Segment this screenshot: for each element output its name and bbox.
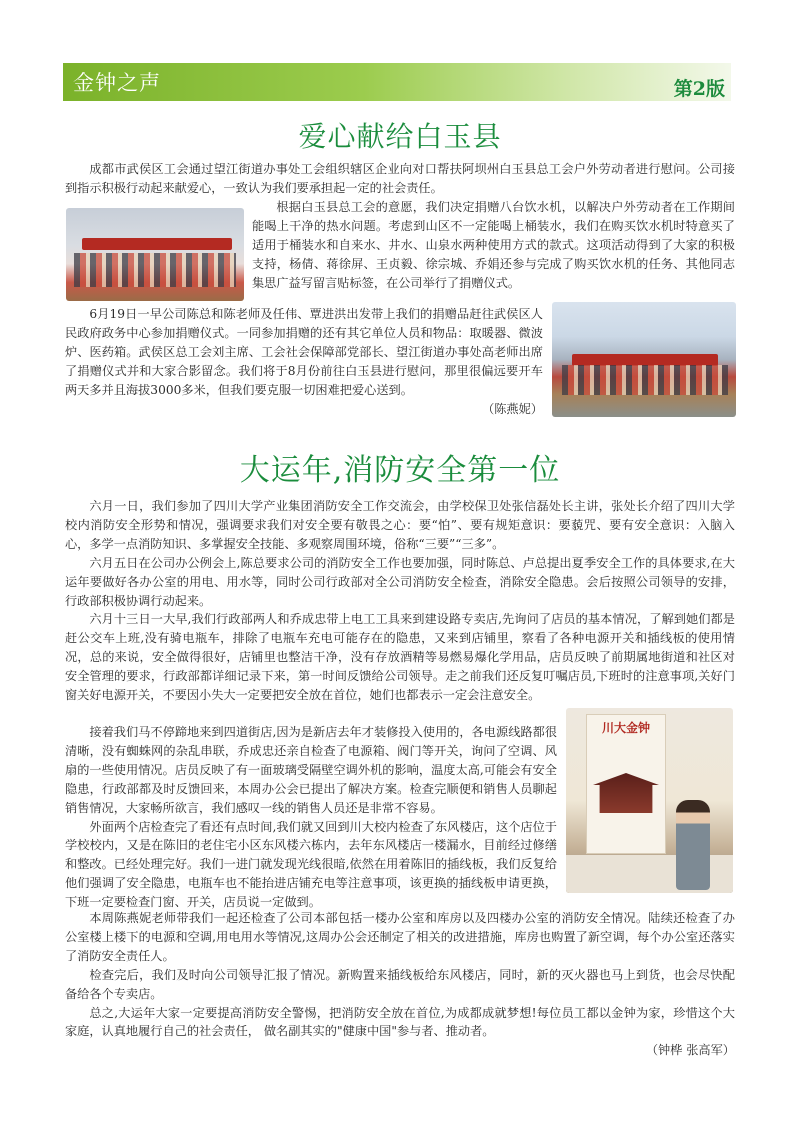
byline: （钟桦 张高军）	[645, 1043, 735, 1058]
byline: （陈燕妮）	[482, 401, 543, 416]
store-poster	[586, 714, 666, 854]
article1-headline: 爱心献给白玉县	[298, 120, 502, 153]
article2-headline: 大运年,消防安全第一位	[239, 453, 561, 488]
article2-body	[65, 497, 735, 705]
staff-figure	[676, 800, 710, 890]
paragraph: 6月19日一早公司陈总和陈老师及任伟、覃进洪出发带上我们的捐赠品赶往武侯区人民政府政务中心参加捐赠仪式。一同参加捐赠的还有其它单位人员和物品：取暖器、微波炉、医药箱。武侯区总工会刘主席、工会社会保障部党部长、望江街道办事处高老师出席了捐赠仪式并和大家合影留念。我们将于8月份前往白玉县进行慰问，那里很偏远要开车两天多并且海拔3000多米，但我们要克服一切困难把爱心送到。	[65, 307, 543, 397]
newsletter-title: 金钟之声	[73, 71, 161, 95]
gate-shape	[593, 773, 659, 813]
article1-body-wrap2	[65, 305, 543, 418]
article1-body	[65, 160, 735, 198]
poster-brand-text: 川大金钟	[601, 721, 650, 735]
article2-body-wrap	[65, 723, 557, 912]
people-shape	[74, 253, 236, 287]
header-bar	[63, 63, 731, 101]
people-shape	[562, 365, 728, 395]
paragraph: 根据白玉县总工会的意愿，我们决定捐赠八台饮水机，以解决户外劳动者在工作期间能喝上干净的热水问题。考虑到山区不一定能喝上桶装水，我们在购买饮水机时特意买了适用于桶装水和自来水、井水、山泉水两种使用方式的款式。这项活动得到了大家的积极支持，杨倩、蒋徐屏、王贞毅、徐宗城、乔娟还参与完成了购买饮水机的任务、其他同志集思广益写留言贴标签，在公司举行了捐赠仪式。	[252, 200, 735, 290]
article2-body-end	[65, 909, 735, 1060]
paragraph: 外面两个店检查完了看还有点时间,我们就又回到川大校内检查了东风楼店，这个店位于学校校内，又是在陈旧的老住宅小区东风楼六栋内，去年东风楼店一楼漏水，目前经过修缮和整改。已经处理完好。我们一进门就发现光线很暗,依然在用着陈旧的插线板，我们反复给他们强调了安全隐患，电瓶车也不能抬进店铺充电等注意事项，该更换的插线板申请更换，下班一定要检查门窗、开关，店员说一定做到。	[65, 819, 557, 910]
paragraph: 本周陈燕妮老师带我们一起还检查了公司本部包括一楼办公室和库房以及四楼办公室的消防安全情况。陆续还检查了办公室楼上楼下的电源和空调,用电用水等情况,这周办公会还制定了相关的改进措施，库房也购置了新空调，每个办公室还落实了消防安全责任人。	[65, 911, 735, 963]
article1-body-wrap	[252, 198, 735, 293]
edition-label: 第2版	[673, 78, 725, 100]
paragraph: 六月五日在公司办公例会上,陈总要求公司的消防安全工作也要加强，同时陈总、卢总提出夏季安全工作的具体要求,在大运年要做好各办公室的用电、用水等，同时公司行政部对全公司消防安全检查，消除安全隐患。会后按照公司领导的安排，行政部积极协调行动起来。	[65, 555, 735, 608]
paragraph: 成都市武侯区工会通过望江街道办事处工会组织辖区企业向对口帮扶阿坝州白玉县总工会户外劳动者进行慰问。公司接到指示积极行动起来献爱心，一致认为我们要承担起一定的社会责任。	[65, 162, 735, 195]
paragraph: 检查完后，我们及时向公司领导汇报了情况。新购置来插线板给东风楼店，同时，新的灭火器也马上到货，也会尽快配备给各个专卖店。	[65, 967, 735, 1001]
paragraph: 六月一日，我们参加了四川大学产业集团消防安全工作交流会，由学校保卫处张信磊处长主讲，张处长介绍了四川大学校内消防安全形势和情况，强调要求我们对安全要有敬畏之心：要“怕”、要有规矩意识：要藐咒、要有安全意识：入脑入心，多学一点消防知识、多掌握安全技能、多观察周围环境，俗称“三要”“三多”。	[65, 499, 735, 551]
banner-shape	[82, 238, 232, 250]
paragraph: 六月十三日一大早,我们行政部两人和乔成忠带上电工工具来到建设路专卖店,先询问了店员的基本情况，了解到她们都是赶公交车上班,没有骑电瓶车，排除了电瓶车充电可能存在的隐患，又来到店铺里，察看了各种电源开关和插线板的使用情况，总的来说，安全做得很好，店铺里也整洁干净，没有存放酒精等易燃易爆化学用品，店员反映了前期属地街道和社区对安全管理的要求，行政部都详细记录下来，第一时间反馈给公司领导。走之前我们还反复叮嘱店员,下班时的注意事项,关好门窗关好电源开关，不要因小失大一定要把安全放在首位，她们也都表示一定会注意安全。	[65, 612, 735, 703]
store-inspection-photo	[566, 708, 733, 893]
paragraph: 接着我们马不停蹄地来到四道街店,因为是新店去年才装修投入使用的，各电源线路都很清晰，没有蜘蛛网的杂乱串联，乔成忠还亲自检查了电源箱、阀门等开关，询问了空调、风扇的一些使用情况。店员反映了有一面玻璃受隔壁空调外机的影响，温度太高,可能会有安全隐患，行政部都及时反馈回来，本周办公会已提出了解决方案。检查完顺便和销售人员聊起销售情况，大家畅所欲言，我们感叹一线的销售人员还是非常不容易。	[65, 725, 557, 815]
donation-ceremony-photo	[552, 302, 736, 417]
donation-group-photo	[66, 208, 244, 301]
paragraph: 总之,大运年大家一定要提高消防安全警惕，把消防安全放在首位,为成都成就梦想!每位员工都以金钟为家，珍惜这个大家庭，认真地履行自己的社会责任， 做名副其实的"健康中国"参与者、推动者。	[65, 1005, 735, 1039]
